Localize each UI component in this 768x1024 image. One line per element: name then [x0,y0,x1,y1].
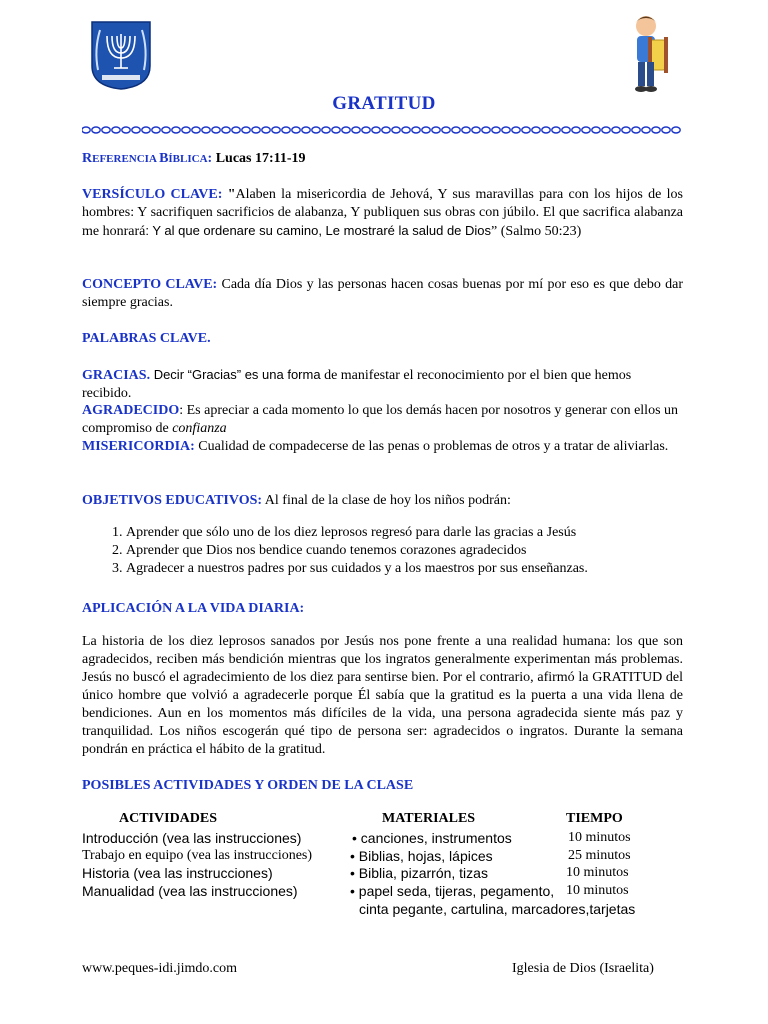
table-cell-time: 10 minutos [566,865,629,880]
keyword-text: de manifestar el reconocimiento por el bien que hemos recibido. [82,368,632,401]
reference-line [82,150,683,168]
divider-link [402,127,410,133]
divider-link [242,127,250,133]
table-cell-materials-continuation: cinta pegante, cartulina, marcadores,tarjetas [359,901,636,917]
table-cell-materials: • Biblias, hojas, lápices [350,848,493,864]
divider-link [552,127,560,133]
divider-link [112,127,120,133]
divider-link [372,127,380,133]
column-header-materials: MATERIALES [382,811,476,826]
divider-link [482,127,490,133]
divider-link [422,127,430,133]
divider-link [302,127,310,133]
divider-link [202,127,210,133]
activities-heading: POSIBLES ACTIVIDADES Y ORDEN DE LA CLASE [82,778,414,793]
divider-link [602,127,610,133]
divider-link [142,127,150,133]
divider-link [632,127,640,133]
divider-link [542,127,550,133]
table-cell-time: 10 minutos [568,830,631,845]
divider-link [502,127,510,133]
divider-link [222,127,230,133]
table-cell-materials: • canciones, instrumentos [352,830,512,846]
table-cell-activity: Manualidad (vea las instrucciones) [82,883,298,899]
divider-link [442,127,450,133]
divider-link [412,127,420,133]
key-verse-text-sans: : Y al que ordenare su camino, Le mostraré la salud de Dios [145,223,492,238]
divider-link [452,127,460,133]
keyword-gracias [82,366,683,403]
column-header-time: TIEMPO [566,811,623,826]
list-item: 2. Aprender que Dios nos bendice cuando tenemos corazones agradecidos [126,542,727,560]
footer-website: www.peques-idi.jimdo.com [82,961,238,976]
list-item: 1. Aprender que sólo uno de los diez leprosos regresó para darle las gracias a Jesús [126,524,727,542]
keyword-agradecido [82,402,683,438]
table-cell-materials: • papel seda, tijeras, pegamento, [350,883,555,899]
objectives-label: OBJETIVOS EDUCATIVOS: [82,493,263,508]
divider-link [612,127,620,133]
divider-link [522,127,530,133]
divider-link [572,127,580,133]
keyword-label: GRACIAS. [82,368,151,383]
divider-link [192,127,200,133]
divider-link [332,127,340,133]
divider-link [382,127,390,133]
key-concept [82,276,683,312]
divider-link [362,127,370,133]
key-verse-label: VERSÍCULO CLAVE: [82,187,223,202]
divider-link [322,127,330,133]
divider-link [392,127,400,133]
divider-link [212,127,220,133]
divider-link [172,127,180,133]
list-item: 3. Agradecer a nuestros padres por sus cuidados y a los maestros por sus enseñanzas. [126,560,727,578]
key-concept-text: Cada día Dios y las personas hacen cosas buenas por mí por eso es que debo dar siempre gracias. [82,277,684,310]
divider-link [162,127,170,133]
divider-link [282,127,290,133]
objectives-heading [82,492,683,510]
divider-link [562,127,570,133]
reference-label: REFERENCIA BÍBLICA: [82,151,213,166]
keyword-label: MISERICORDIA: [82,439,195,454]
keyword-text-italic: confianza [172,421,227,436]
divider-link [92,127,100,133]
keyword-label: AGRADECIDO [82,403,180,418]
key-verse [82,186,683,241]
keyword-text-sans: Decir “Gracias” es una forma [150,367,321,382]
footer-church: Iglesia de Dios (Israelita) [512,961,654,976]
divider-link [532,127,540,133]
divider-link [82,127,90,133]
menorah-emblem-icon [88,20,154,90]
divider-link [662,127,670,133]
divider-link [272,127,280,133]
objectives-list [82,524,727,578]
divider-link [622,127,630,133]
divider-link [262,127,270,133]
divider-link [102,127,110,133]
keyword-misericordia [82,438,683,456]
divider-link [132,127,140,133]
table-cell-activity: Trabajo en equipo (vea las instrucciones) [82,848,313,863]
table-cell-activity: Introducción (vea las instrucciones) [82,830,302,846]
divider-link [472,127,480,133]
divider-link [342,127,350,133]
divider-link [352,127,360,133]
divider-link [152,127,160,133]
keyword-text: : Es apreciar a cada momento lo que los demás hacen por nosotros y generar con ellos un compromiso de [82,403,679,436]
divider-link [642,127,650,133]
divider-link [512,127,520,133]
divider-link [312,127,320,133]
table-cell-materials: • Biblia, pizarrón, tizas [350,865,488,881]
decorative-divider [82,124,686,136]
divider-link [232,127,240,133]
application-text: La historia de los diez leprosos sanados por Jesús nos pone frente a una realidad humana: los que son agradecidos, reciben más bendición mientras que los ingratos generalmente experimentan más problemas. Jesús no buscó el agradecimiento de los diez para sentirse bien. Por el contrario, afirmó la GRATITUD del único hombre que volvió a agradecerle porque Él sabía que la gratitud es la puerta a una vida llena de bendiciones. Aun en los momentos más difíciles de la vida, una persona agradecida siente más paz y tranquilidad. Los niños escogerán qué tipo de persona ser: agradecidos o ingratos. Durante la semana pondrán en práctica el hábito de la gratitud. [82,634,683,757]
child-with-scroll-icon [620,12,676,96]
divider-link [462,127,470,133]
divider-link [122,127,130,133]
quote-mark: " [222,187,236,202]
divider-link [252,127,260,133]
application-heading: APLICACIÓN A LA VIDA DIARIA: [82,601,305,616]
table-cell-activity: Historia (vea las instrucciones) [82,865,273,881]
objectives-intro: Al final de la clase de hoy los niños podrán: [262,493,511,508]
key-verse-citation: ” (Salmo 50:23) [491,224,582,239]
divider-link [432,127,440,133]
key-concept-label: CONCEPTO CLAVE: [82,277,218,292]
key-verse-text: Alaben la misericordia de Jehová, Y sus maravillas para con los hijos de los hombres: Y sacrifiquen sacrificios de alabanza, Y publiquen sus obras con júbilo. El que sacrifica alabanza me honrará [82,187,683,239]
document-title: GRATITUD [332,93,436,114]
table-cell-time: 25 minutos [568,848,631,863]
table-cell-time: 10 minutos [566,883,629,898]
keyword-text: Cualidad de compadecerse de las penas o problemas de otros y a tratar de aliviarlas. [194,439,669,454]
divider-link [492,127,500,133]
divider-link [292,127,300,133]
divider-link [182,127,190,133]
keywords-heading: PALABRAS CLAVE. [82,331,211,346]
reference-value: Lucas 17:11-19 [215,151,306,166]
column-header-activities: ACTIVIDADES [119,811,218,826]
divider-link [652,127,660,133]
divider-link [672,127,680,133]
divider-link [582,127,590,133]
divider-link [592,127,600,133]
